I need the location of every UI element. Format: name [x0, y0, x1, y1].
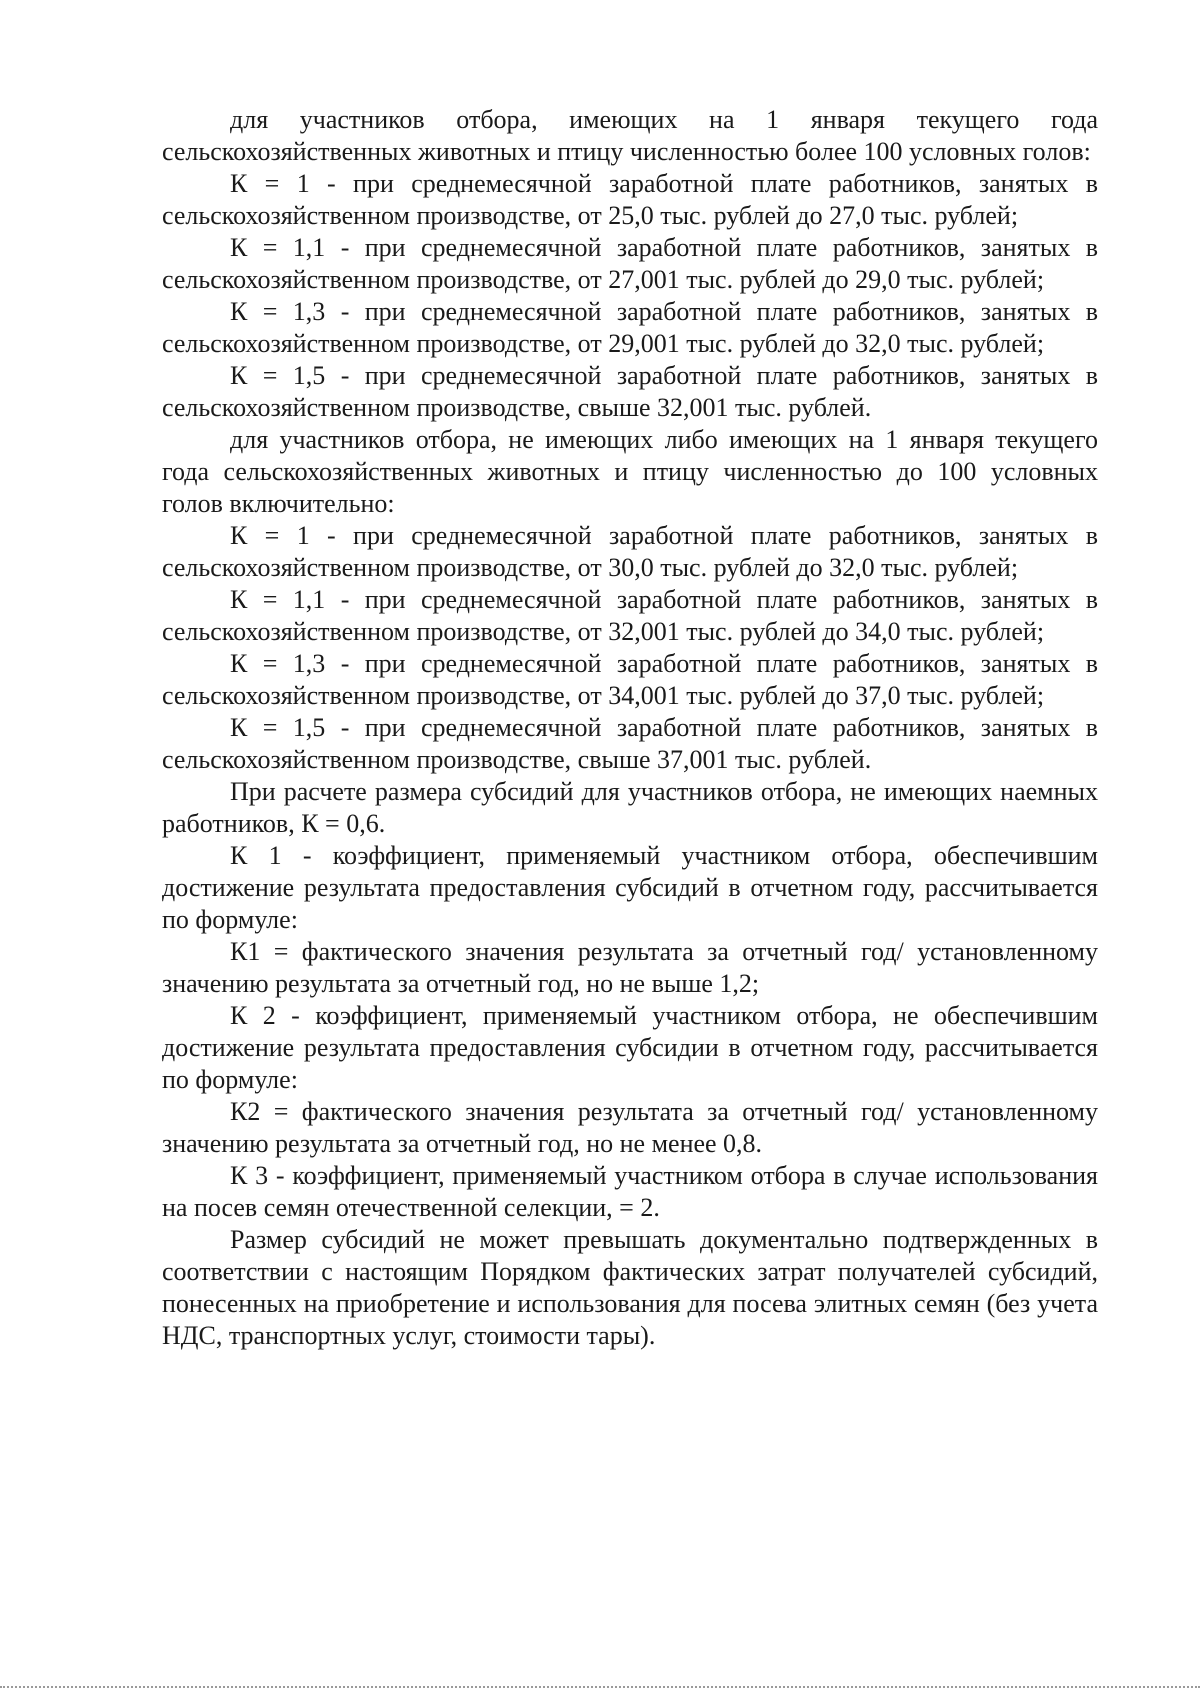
paragraph-k-1-3-group-2: К = 1,3 - при среднемесячной заработной плате работников, занятых в сельскохозяйственном производстве, от 34,001 тыс. рублей до 37,0 тыс. рублей;	[162, 649, 1098, 710]
paragraph-k2-definition: К 2 - коэффициент, применяемый участником отбора, не обеспечившим достижение результата предоставления субсидии в отчетном году, рассчитывается по формуле:	[162, 1001, 1098, 1094]
paragraph-k1-definition: К 1 - коэффициент, применяемый участником отбора, обеспечившим достижение результата предоставления субсидий в отчетном году, рассчитывается по формуле:	[162, 841, 1098, 934]
paragraph-subsidy-limit: Размер субсидий не может превышать документально подтвержденных в соответствии с настоящим Порядком фактических затрат получателей субсидий, понесенных на приобретение и использования для посева элитных семян (без учета НДС, транспортных услуг, стоимости тары).	[162, 1225, 1098, 1350]
paragraph-k-1-1-group-1: К = 1,1 - при среднемесячной заработной плате работников, занятых в сельскохозяйственном производстве, от 27,001 тыс. рублей до 29,0 тыс. рублей;	[162, 233, 1098, 294]
paragraph-k3-definition: К 3 - коэффициент, применяемый участником отбора в случае использования на посев семян отечественной селекции, = 2.	[162, 1161, 1098, 1222]
paragraph-no-employees: При расчете размера субсидий для участников отбора, не имеющих наемных работников, К = 0,6.	[162, 777, 1098, 838]
paragraph-livestock-up-to-100: для участников отбора, не имеющих либо имеющих на 1 января текущего года сельскохозяйственных животных и птицу численностью до 100 условных голов включительно:	[162, 425, 1098, 518]
paragraph-livestock-over-100: для участников отбора, имеющих на 1 января текущего года сельскохозяйственных животных и птицу численностью более 100 условных голов:	[162, 105, 1098, 166]
paragraph-k1-formula: К1 = фактического значения результата за отчетный год/ установленному значению результата за отчетный год, но не выше 1,2;	[162, 937, 1098, 998]
paragraph-k-1-group-2: К = 1 - при среднемесячной заработной плате работников, занятых в сельскохозяйственном производстве, от 30,0 тыс. рублей до 32,0 тыс. рублей;	[162, 521, 1098, 582]
paragraph-k2-formula: К2 = фактического значения результата за отчетный год/ установленному значению результата за отчетный год, но не менее 0,8.	[162, 1097, 1098, 1158]
paragraph-k-1-5-group-1: К = 1,5 - при среднемесячной заработной плате работников, занятых в сельскохозяйственном производстве, свыше 32,001 тыс. рублей.	[162, 361, 1098, 422]
scan-edge-line	[0, 1686, 1200, 1688]
paragraph-k-1-1-group-2: К = 1,1 - при среднемесячной заработной плате работников, занятых в сельскохозяйственном производстве, от 32,001 тыс. рублей до 34,0 тыс. рублей;	[162, 585, 1098, 646]
paragraph-k-1-group-1: К = 1 - при среднемесячной заработной плате работников, занятых в сельскохозяйственном производстве, от 25,0 тыс. рублей до 27,0 тыс. рублей;	[162, 169, 1098, 230]
document-body	[162, 104, 1098, 1352]
paragraph-k-1-3-group-1: К = 1,3 - при среднемесячной заработной плате работников, занятых в сельскохозяйственном производстве, от 29,001 тыс. рублей до 32,0 тыс. рублей;	[162, 297, 1098, 358]
paragraph-k-1-5-group-2: К = 1,5 - при среднемесячной заработной плате работников, занятых в сельскохозяйственном производстве, свыше 37,001 тыс. рублей.	[162, 713, 1098, 774]
